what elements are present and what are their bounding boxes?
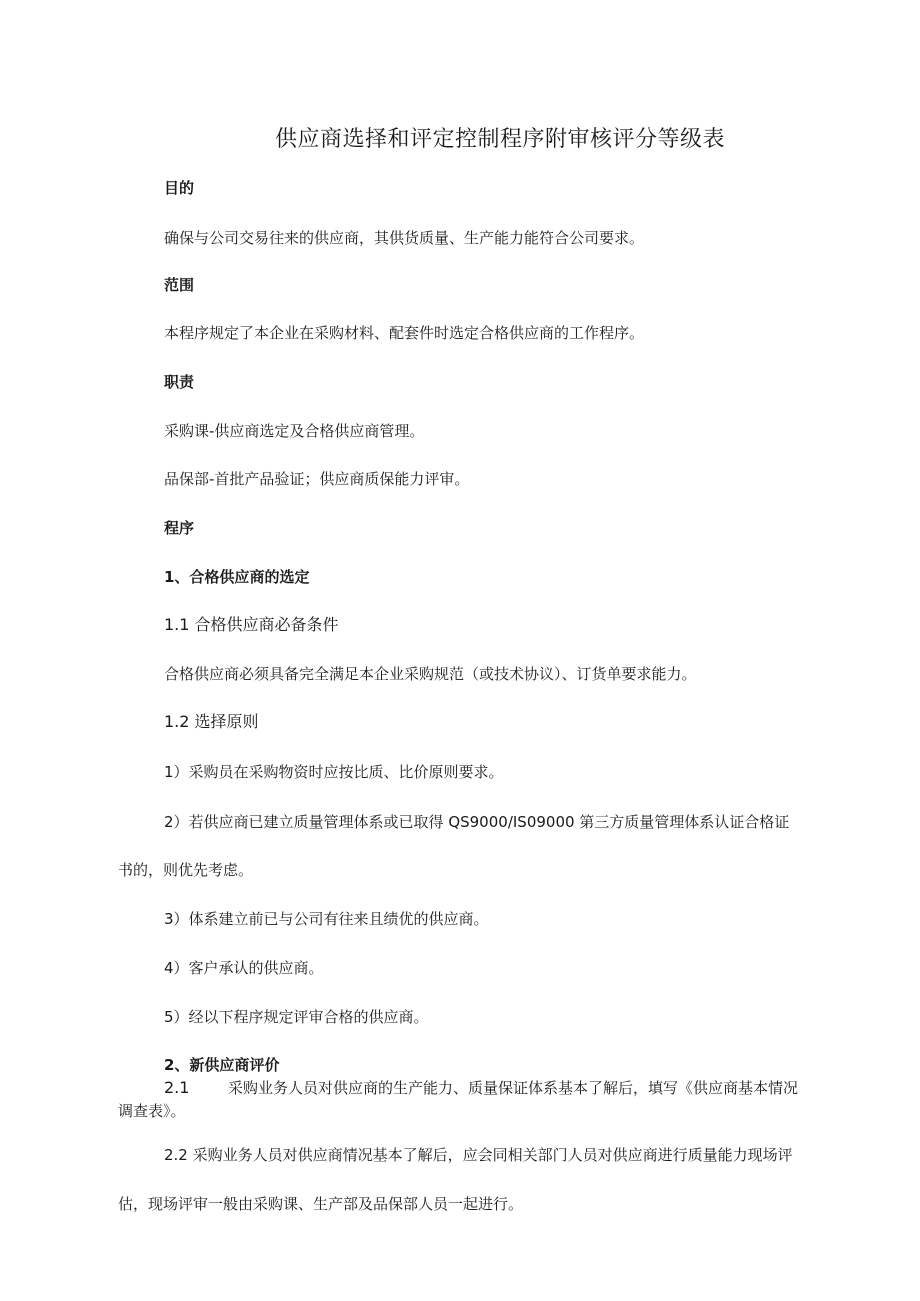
section-2-1-continuation: 调查表》。 xyxy=(118,1102,186,1120)
page-title: 供应商选择和评定控制程序附审核评分等级表 xyxy=(274,127,725,152)
purpose-text: 确保与公司交易往来的供应商，其供货质量、生产能力能符合公司要求。 xyxy=(164,229,645,247)
heading-scope: 范围 xyxy=(164,276,195,294)
duty-quality: 品保部-首批产品验证；供应商质保能力评审。 xyxy=(164,470,470,488)
principle-2-line1: 2）若供应商已建立质量管理体系或已取得 QS9000/IS09000 第三方质量管理体系认证合格证 xyxy=(164,813,790,831)
section-2-2-line1: 2.2 采购业务人员对供应商情况基本了解后，应会同相关部门人员对供应商进行质量能力现场评 xyxy=(164,1146,793,1164)
heading-procedure: 程序 xyxy=(164,519,195,537)
heading-purpose: 目的 xyxy=(164,179,195,197)
principle-4: 4）客户承认的供应商。 xyxy=(164,959,324,977)
section-2-2-line2: 估，现场评审一般由采购课、生产部及品保部人员一起进行。 xyxy=(118,1195,524,1213)
section-2-1-number: 2.1 xyxy=(164,1078,190,1097)
section-1-1: 1.1 合格供应商必备条件 xyxy=(164,615,339,634)
section-2-1-text: 采购业务人员对供应商的生产能力、质量保证体系基本了解后，填写《供应商基本情况 xyxy=(228,1079,799,1097)
scope-text: 本程序规定了本企业在采购材料、配套件时选定合格供应商的工作程序。 xyxy=(164,324,645,342)
principle-5: 5）经以下程序规定评审合格的供应商。 xyxy=(164,1008,429,1026)
section-1-2: 1.2 选择原则 xyxy=(164,712,259,731)
duty-purchasing: 采购课-供应商选定及合格供应商管理。 xyxy=(164,422,425,440)
principle-1: 1）采购员在采购物资时应按比质、比价原则要求。 xyxy=(164,763,504,781)
heading-duty: 职责 xyxy=(164,373,195,391)
section-1-1-text: 合格供应商必须具备完全满足本企业采购规范（或技术协议）、订货单要求能力。 xyxy=(164,665,697,683)
principle-3: 3）体系建立前已与公司有往来且绩优的供应商。 xyxy=(164,910,489,928)
principle-2-line2: 书的，则优先考虑。 xyxy=(118,861,254,879)
section-1-title: 1、合格供应商的选定 xyxy=(164,568,310,586)
section-2-title: 2、新供应商评价 xyxy=(164,1056,280,1074)
